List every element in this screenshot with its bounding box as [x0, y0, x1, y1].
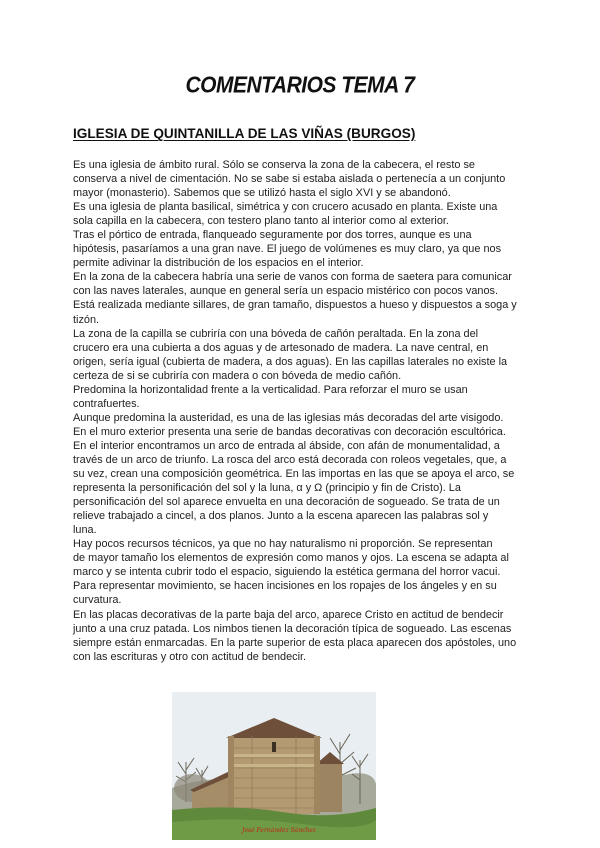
body-line: crucero era una cubierta a dos aguas y de artesonado de madera. La nave central, en [73, 341, 489, 354]
body-line: de mayor tamaño los elementos de expresión como manos y ojos. La escena se adapta al [73, 552, 509, 565]
body-line: sola capilla en la cabecera, con testero plano tanto al interior como al exterior. [73, 215, 449, 228]
body-line: origen, sería igual (cubierta de madera, a dos aguas). En las capillas laterales no existe la [73, 355, 508, 368]
body-line: Hay pocos recursos técnicos, ya que no hay naturalismo ni proporción. Se representan [73, 538, 493, 551]
page-title: COMENTARIOS TEMA 7 [185, 73, 415, 98]
body-line: Aunque predomina la austeridad, es una de las iglesias más decoradas del arte visigodo. [73, 411, 504, 424]
body-line: través de un arco de triunfo. La rosca del arco está decorada con roleos vegetales, que, a [73, 453, 507, 466]
body-line: Está realizada mediante sillares, de gran tamaño, dispuestos a hueso y dispuestos a soga y [73, 299, 517, 312]
church-photo [172, 692, 376, 840]
body-line: siempre están enmarcadas. En la parte superior de esta placa aparecen dos apóstoles, uno [73, 636, 517, 649]
body-line: luna. [73, 524, 97, 537]
body-line: relieve trabajado a cincel, a dos planos. Junto a la escena aparecen las palabras sol y [73, 510, 489, 523]
body-line: contrafuertes. [73, 397, 140, 410]
body-line: marco y se intenta cubrir todo el espacio, siguiendo la estética germana del horror vacui. [73, 566, 501, 579]
church-illustration [172, 692, 376, 840]
body-line: certeza de si se cubriría con madera o con bóveda de medio cañón. [73, 369, 402, 382]
body-line: su vez, crean una composición geométrica. En las importas en las que se apoya el arco, se [73, 468, 515, 481]
body-line: En el muro exterior presenta una serie de bandas decorativas con decoración escultórica. [73, 425, 506, 438]
body-line: Es una iglesia de planta basilical, simétrica y con crucero acusado en planta. Existe una [73, 201, 498, 214]
photo-caption: José Fernández Sánchez [242, 827, 317, 834]
body-line: con las escrituras y otro con actitud de bendecir. [73, 650, 307, 663]
body-line: Predomina la horizontalidad frente a la verticalidad. Para reforzar el muro se usan [73, 383, 468, 396]
body-line: En la zona de la cabecera habría una serie de vanos con forma de saetera para comunicar [73, 271, 512, 284]
body-line: conserva a nivel de cimentación. No se sabe si estaba aislada o pertenecía a un conjunto [73, 173, 506, 186]
body-line: curvatura. [73, 594, 122, 607]
body-line: representa la personificación del sol y la luna, α y Ω (principio y fin de Cristo). La [73, 482, 461, 495]
body-line: Para representar movimiento, se hacen incisiones en los ropajes de los ángeles y en su [73, 580, 497, 593]
body-line: permite adivinar la distribución de los espacios en el interior. [73, 257, 364, 270]
body-line: hipótesis, pasaríamos a una gran nave. El juego de volúmenes es muy claro, ya que nos [73, 243, 502, 256]
body-line: personificación del sol aparece envuelta en una decoración de sogueado. Se trata de un [73, 496, 500, 509]
body-line: con las naves laterales, aunque en general sería un espacio mistérico con pocos vanos. [73, 285, 498, 298]
section-heading: IGLESIA DE QUINTANILLA DE LAS VIÑAS (BURGOS) [73, 126, 416, 141]
body-line: En el interior encontramos un arco de entrada al ábside, con afán de monumentalidad, a [73, 439, 500, 452]
body-text [73, 158, 543, 664]
body-line: La zona de la capilla se cubriría con una bóveda de cañón peraltada. En la zona del [73, 327, 479, 340]
body-line: En las placas decorativas de la parte baja del arco, aparece Cristo en actitud de bendecir [73, 608, 504, 621]
body-line: tizón. [73, 313, 100, 326]
body-line: junto a una cruz patada. Los nimbos tienen la decoración típica de sogueado. Las escenas [73, 622, 512, 635]
body-line: Es una iglesia de ámbito rural. Sólo se conserva la zona de la cabecera, el resto se [73, 159, 475, 171]
body-line: Tras el pórtico de entrada, flanqueado seguramente por dos torres, aunque es una [73, 229, 472, 242]
body-line: mayor (monasterio). Sabemos que se utilizó hasta el siglo XVI y se abandonó. [73, 187, 451, 200]
